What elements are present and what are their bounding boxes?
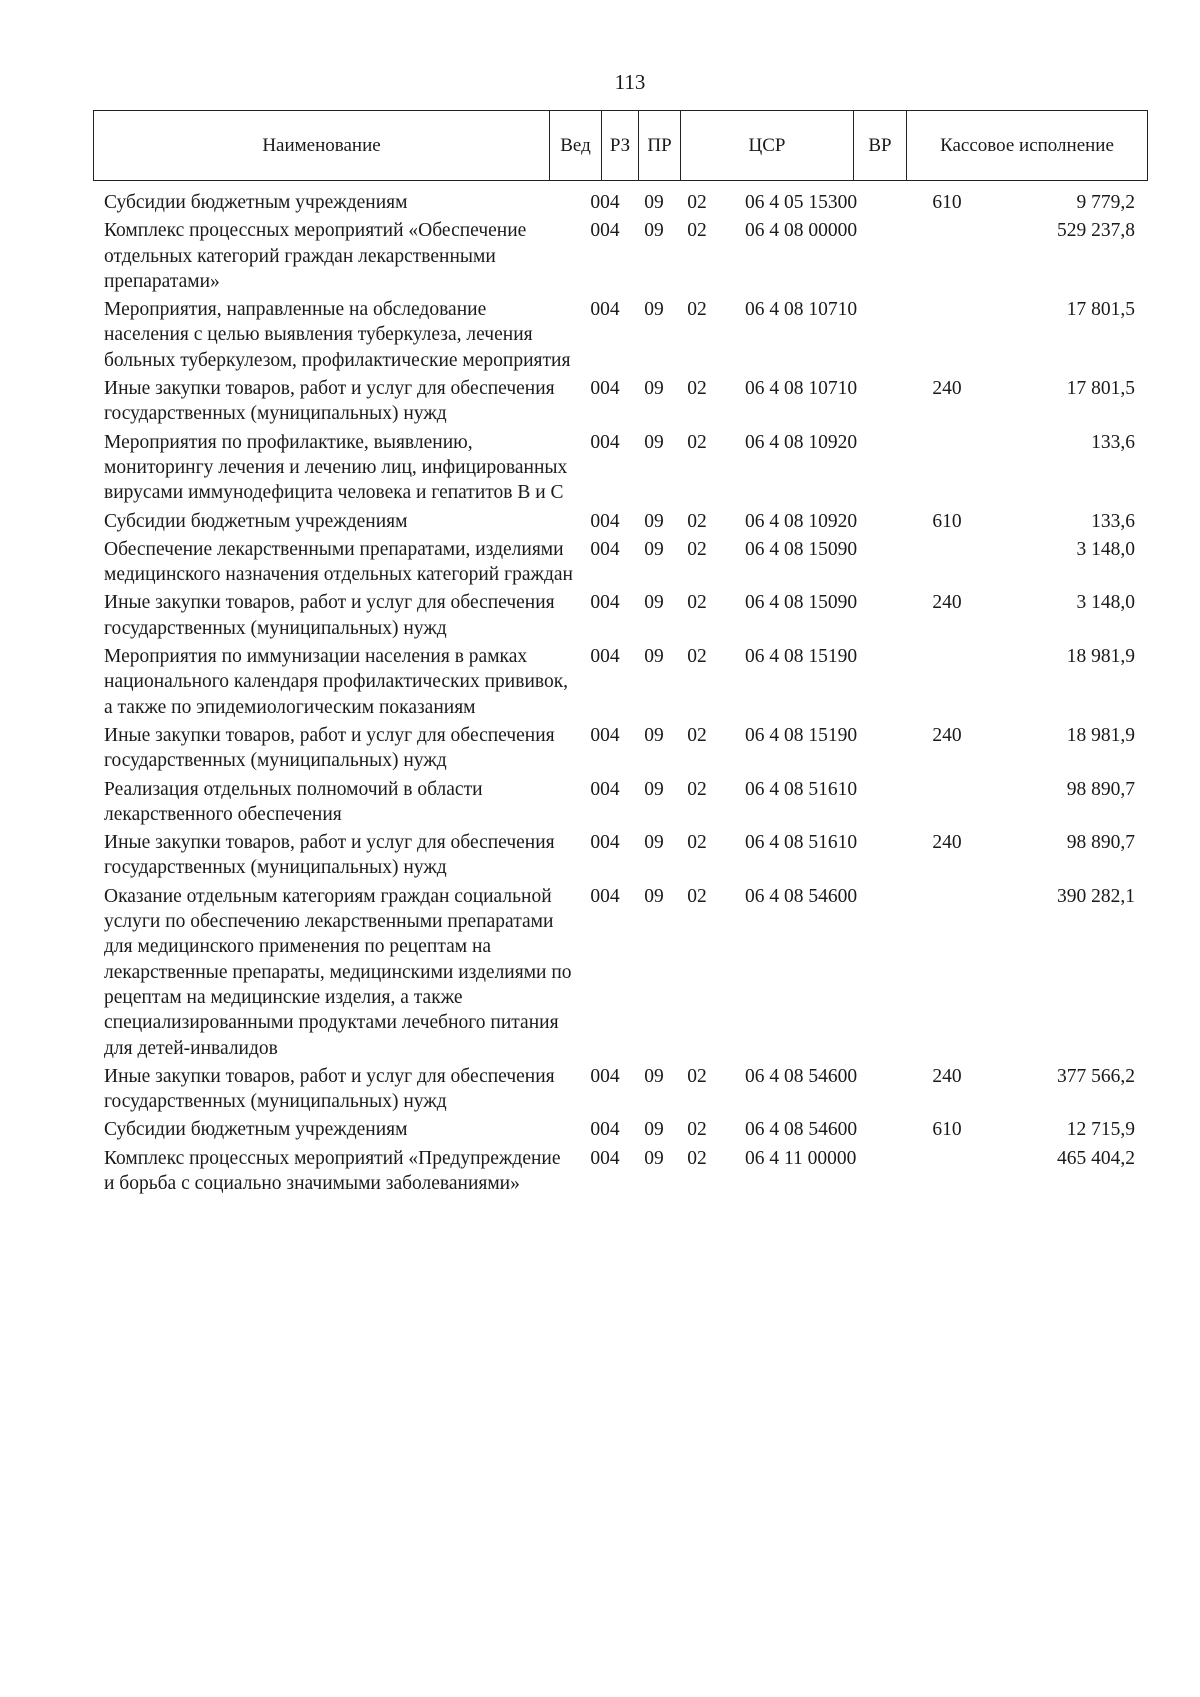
table-row xyxy=(0,1143,1200,1197)
row-rz: 09 xyxy=(644,378,664,400)
row-amount: 390 282,1 xyxy=(1057,885,1135,907)
row-ved: 004 xyxy=(590,1065,620,1087)
row-csr: 06 4 08 15090 xyxy=(745,538,858,560)
row-vr: 240 xyxy=(932,832,962,854)
row-amount: 133,6 xyxy=(1091,510,1135,532)
row-rz: 09 xyxy=(644,724,664,746)
row-ved: 004 xyxy=(590,1147,620,1169)
header-pr: ПР xyxy=(638,111,680,180)
row-ved: 004 xyxy=(590,646,620,668)
table-row xyxy=(0,827,1200,881)
row-vr: 240 xyxy=(932,724,962,746)
table-row xyxy=(0,587,1200,641)
row-csr: 06 4 08 51610 xyxy=(745,778,858,800)
table-row xyxy=(0,373,1200,427)
row-name: Иные закупки товаров, работ и услуг для обеспечения государственных (муниципальных) нужд xyxy=(104,378,555,425)
row-name: Комплекс процессных мероприятий «Обеспечение отдельных категорий граждан лекарственными препаратами» xyxy=(104,220,527,292)
row-csr: 06 4 08 10920 xyxy=(745,431,858,453)
row-amount: 17 801,5 xyxy=(1066,378,1135,400)
row-vr: 240 xyxy=(932,592,962,614)
row-amount: 12 715,9 xyxy=(1066,1119,1135,1141)
row-csr: 06 4 08 10710 xyxy=(745,378,858,400)
table-row xyxy=(0,1061,1200,1115)
table-body xyxy=(0,187,1200,1196)
header-ved: Вед xyxy=(549,111,601,180)
row-pr: 02 xyxy=(687,832,707,854)
row-csr: 06 4 08 15090 xyxy=(745,592,858,614)
row-ved: 004 xyxy=(590,724,620,746)
table-row xyxy=(0,187,1200,215)
row-csr: 06 4 08 54600 xyxy=(745,885,858,907)
table-row xyxy=(0,774,1200,828)
table-row xyxy=(0,641,1200,720)
row-rz: 09 xyxy=(644,778,664,800)
row-amount: 18 981,9 xyxy=(1066,646,1135,668)
row-ved: 004 xyxy=(590,192,620,213)
row-rz: 09 xyxy=(644,431,664,453)
row-pr: 02 xyxy=(687,885,707,907)
row-ved: 004 xyxy=(590,220,620,242)
row-csr: 06 4 08 15190 xyxy=(745,724,858,746)
row-rz: 09 xyxy=(644,885,664,907)
header-rz: РЗ xyxy=(601,111,638,180)
row-name: Мероприятия, направленные на обследование населения с целью выявления туберкулеза, лечения больных туберкулезом, профилактические мероприятия xyxy=(104,299,571,371)
row-pr: 02 xyxy=(687,378,707,400)
row-csr: 06 4 05 15300 xyxy=(745,192,858,213)
row-amount: 98 890,7 xyxy=(1066,778,1135,800)
row-name: Субсидии бюджетным учреждениям xyxy=(104,510,408,532)
row-rz: 09 xyxy=(644,646,664,668)
row-csr: 06 4 08 51610 xyxy=(745,832,858,854)
header-vr: ВР xyxy=(853,111,906,180)
row-rz: 09 xyxy=(644,1065,664,1087)
row-ved: 004 xyxy=(590,299,620,321)
row-pr: 02 xyxy=(687,510,707,532)
table-row xyxy=(0,881,1200,1061)
table-row xyxy=(0,720,1200,774)
row-vr: 240 xyxy=(932,378,962,400)
row-name: Оказание отдельным категориям граждан социальной услуги по обеспечению лекарственными препаратами для медицинского применения по рецептам на лекарственные препараты, медицинскими изделиями по рецептам на медицинские изделия, а также специализированными продуктами лечебного питания для детей-инвалидов xyxy=(104,885,572,1059)
row-csr: 06 4 08 15190 xyxy=(745,646,858,668)
row-pr: 02 xyxy=(687,538,707,560)
row-rz: 09 xyxy=(644,538,664,560)
row-pr: 02 xyxy=(687,724,707,746)
row-pr: 02 xyxy=(687,431,707,453)
row-pr: 02 xyxy=(687,1065,707,1087)
row-pr: 02 xyxy=(687,646,707,668)
row-amount: 18 981,9 xyxy=(1066,724,1135,746)
row-pr: 02 xyxy=(687,299,707,321)
row-ved: 004 xyxy=(590,885,620,907)
row-rz: 09 xyxy=(644,1119,664,1141)
table-row xyxy=(0,215,1200,294)
row-name: Комплекс процессных мероприятий «Предупреждение и борьба с социально значимыми заболеваниями» xyxy=(104,1147,561,1194)
row-pr: 02 xyxy=(687,1147,707,1169)
row-pr: 02 xyxy=(687,1119,707,1141)
table-row xyxy=(0,294,1200,373)
row-amount: 133,6 xyxy=(1091,431,1135,453)
row-rz: 09 xyxy=(644,510,664,532)
row-vr: 610 xyxy=(932,1119,962,1141)
row-pr: 02 xyxy=(687,778,707,800)
row-csr: 06 4 08 54600 xyxy=(745,1119,858,1141)
row-name: Субсидии бюджетным учреждениям xyxy=(104,192,408,213)
row-pr: 02 xyxy=(687,192,707,213)
row-name: Иные закупки товаров, работ и услуг для обеспечения государственных (муниципальных) нужд xyxy=(104,1065,555,1113)
row-csr: 06 4 08 10920 xyxy=(745,510,858,532)
row-name: Субсидии бюджетным учреждениям xyxy=(104,1119,408,1141)
header-name: Наименование xyxy=(262,134,381,156)
row-ved: 004 xyxy=(590,431,620,453)
table-row xyxy=(0,506,1200,534)
table-row xyxy=(0,534,1200,588)
row-ved: 004 xyxy=(590,538,620,560)
row-amount: 98 890,7 xyxy=(1066,832,1135,854)
row-amount: 3 148,0 xyxy=(1076,538,1135,560)
row-amount: 529 237,8 xyxy=(1057,220,1135,242)
row-csr: 06 4 08 54600 xyxy=(745,1065,858,1087)
row-csr: 06 4 11 00000 xyxy=(745,1147,857,1169)
table-header xyxy=(93,110,1148,181)
row-amount: 9 779,2 xyxy=(1076,192,1135,213)
row-rz: 09 xyxy=(644,832,664,854)
header-csr: ЦСР xyxy=(680,111,853,180)
row-name: Иные закупки товаров, работ и услуг для обеспечения государственных (муниципальных) нужд xyxy=(104,832,555,879)
row-ved: 004 xyxy=(590,378,620,400)
row-name: Реализация отдельных полномочий в области лекарственного обеспечения xyxy=(104,778,483,825)
row-amount: 377 566,2 xyxy=(1057,1065,1135,1087)
row-pr: 02 xyxy=(687,220,707,242)
row-name: Иные закупки товаров, работ и услуг для обеспечения государственных (муниципальных) нужд xyxy=(104,724,555,772)
row-amount: 17 801,5 xyxy=(1066,299,1135,321)
row-name: Обеспечение лекарственными препаратами, изделиями медицинского назначения отдельных категорий граждан xyxy=(104,538,573,586)
row-rz: 09 xyxy=(644,299,664,321)
table-row xyxy=(0,1114,1200,1142)
row-vr: 240 xyxy=(932,1065,962,1087)
row-ved: 004 xyxy=(590,778,620,800)
row-rz: 09 xyxy=(644,220,664,242)
row-csr: 06 4 08 10710 xyxy=(745,299,858,321)
row-vr: 610 xyxy=(932,510,962,532)
row-pr: 02 xyxy=(687,592,707,614)
page-number: 113 xyxy=(614,70,646,94)
row-ved: 004 xyxy=(590,592,620,614)
row-ved: 004 xyxy=(590,1119,620,1141)
row-amount: 3 148,0 xyxy=(1076,592,1135,614)
row-name: Мероприятия по иммунизации населения в рамках национального календаря профилактических прививок, а также по эпидемиологическим показаниям xyxy=(104,646,569,718)
row-name: Иные закупки товаров, работ и услуг для обеспечения государственных (муниципальных) нужд xyxy=(104,592,555,639)
row-rz: 09 xyxy=(644,592,664,614)
header-amount: Кассовое исполнение xyxy=(906,111,1147,180)
table-row xyxy=(0,427,1200,506)
row-csr: 06 4 08 00000 xyxy=(745,220,858,242)
row-vr: 610 xyxy=(932,192,962,213)
row-ved: 004 xyxy=(590,510,620,532)
row-ved: 004 xyxy=(590,832,620,854)
row-name: Мероприятия по профилактике, выявлению, мониторингу лечения и лечению лиц, инфицированных вирусами иммунодефицита человека и гепатитов В и С xyxy=(104,431,568,504)
row-rz: 09 xyxy=(644,192,664,213)
row-amount: 465 404,2 xyxy=(1057,1147,1135,1169)
row-rz: 09 xyxy=(644,1147,664,1169)
